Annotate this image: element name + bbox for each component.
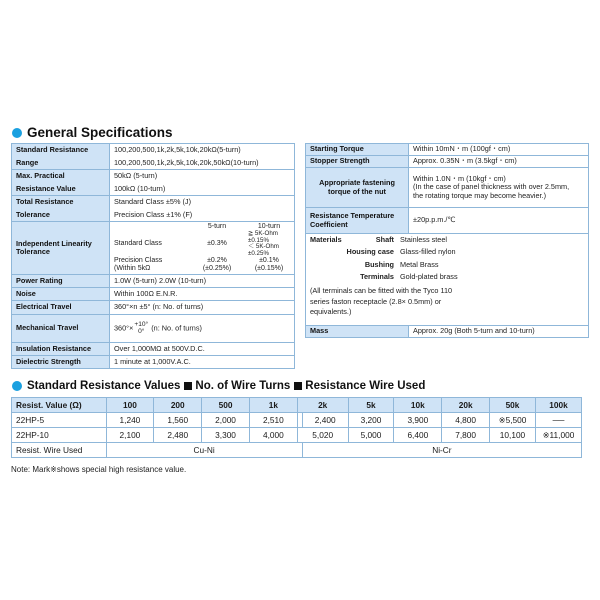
fastening-value-line3: the rotating torque may become heavier.) (413, 190, 547, 200)
linearity-label-line1: Independent Linearity (16, 238, 92, 248)
row-label: Resist. Wire Used (12, 443, 107, 458)
header-row (12, 398, 582, 413)
row-label: 22HP-10 (12, 428, 107, 443)
black-square-icon (184, 382, 192, 390)
table-cell: 2,000 (202, 413, 250, 428)
header-5k: 5k (348, 398, 394, 413)
starting-torque-label: Starting Torque (306, 144, 409, 156)
mechanical-travel-label: Mechanical Travel (12, 315, 110, 343)
mech-suffix: (n: No. of turns) (149, 323, 202, 333)
table-cell: 2,510 (249, 413, 297, 428)
linearity-label-line2: Tolerance (16, 247, 50, 257)
temp-coeff-label-line2: Coefficient (310, 219, 348, 229)
header-50k: 50k (490, 398, 536, 413)
max-res-label: Max. Practical (12, 170, 110, 183)
tolerance-precision: Precision Class ±1% (F) (110, 209, 295, 222)
lin-header-5turn: 5-turn (207, 223, 227, 230)
header-100k: 100k (535, 398, 581, 413)
insulation-value: Over 1,000MΩ at 500V.D.C. (110, 343, 295, 356)
stopper-strength-value: Approx. 0.35N・m (3.5kgf・cm) (409, 156, 589, 168)
lin-header-10turn: 10-turn (257, 223, 281, 230)
materials-housing-key: Housing case (346, 247, 394, 257)
max-res-value-10: 100kΩ (10-turn) (110, 183, 295, 196)
max-res-label-2: Resistance Value (12, 183, 110, 196)
table-cell: ── (535, 413, 581, 428)
footnote: Note: Mark※shows special high resistance value. (11, 465, 187, 474)
fastening-torque-label (306, 168, 409, 208)
wire-nicr: Ni-Cr (302, 443, 581, 458)
tolerance-standard: Standard Class ±5% (J) (110, 196, 295, 209)
materials-terminals-key: Terminals (360, 272, 394, 282)
left-spec-table (11, 143, 295, 369)
fastening-value-line2: (In the case of panel thickness with over 2.5mm, (413, 182, 570, 192)
standard-values-title (12, 380, 425, 392)
temp-coefficient-label (306, 208, 409, 234)
header-200: 200 (154, 398, 202, 413)
table-cell: 3,900 (394, 413, 442, 428)
materials-terminals-value-1: Gold-plated brass (400, 272, 458, 282)
standard-title-3: Resistance Wire Used (305, 380, 426, 392)
linearity-values (110, 222, 295, 275)
table-cell: 4,800 (442, 413, 490, 428)
lin-precision-10: ±0.1% (259, 257, 279, 265)
table-cell: 6,400 (394, 428, 442, 443)
mech-prefix: 360°× (114, 323, 134, 333)
std-res-value-10turn: 100,200,500,1k,2k,5k,10k,20k,50kΩ(10-turn) (110, 157, 295, 170)
header-resist-value: Resist. Value (Ω) (12, 398, 107, 413)
mech-tol-bot: 0° (138, 327, 145, 335)
row-22hp-5 (12, 413, 582, 428)
lin-within-label: (Within 5kΩ (114, 265, 151, 273)
power-label: Power Rating (12, 275, 110, 288)
insulation-label: Insulation Resistance (12, 343, 110, 356)
table-cell: 3,200 (348, 413, 394, 428)
lin-standard-10-lt5k: ＜ 5K-Ohm ±0.25% (248, 243, 279, 257)
electrical-travel-value: 360°×n ±5° (n: No. of turns) (110, 301, 295, 315)
stopper-strength-label: Stopper Strength (306, 156, 409, 168)
table-cell: 2,100 (106, 428, 154, 443)
lin-precision-5: ±0.2% (207, 257, 227, 265)
table-cell: 5,000 (348, 428, 394, 443)
fastening-torque-value (409, 168, 589, 208)
row-wire-used (12, 443, 582, 458)
materials-block (306, 234, 589, 326)
lin-within-5: (±0.25%) (202, 265, 232, 273)
table-cell: 1,560 (154, 413, 202, 428)
materials-terminals-value-4: equivalents.) (310, 307, 352, 317)
lin-standard-10-ge5k: ≧ 5K-Ohm ±0.15% (248, 230, 278, 244)
fastening-label-line2: torque of the nut (328, 186, 386, 196)
table-cell: 1,240 (106, 413, 154, 428)
row-label: 22HP-5 (12, 413, 107, 428)
bullet-dot-icon (12, 381, 22, 391)
temp-coeff-label-line1: Resistance Temperature (310, 211, 395, 221)
temp-coefficient-value: ±20p.p.m./℃ (409, 208, 589, 234)
header-1k: 1k (249, 398, 297, 413)
mechanical-travel-value (110, 315, 295, 343)
table-cell: 4,000 (249, 428, 297, 443)
electrical-travel-label: Electrical Travel (12, 301, 110, 315)
mass-label: Mass (306, 326, 409, 338)
right-spec-table (305, 143, 589, 338)
lin-standard-5: ±0.3% (207, 240, 227, 248)
std-res-label-2: Range (12, 157, 110, 170)
standard-title-1: Standard Resistance Values (27, 380, 181, 392)
row-22hp-10 (12, 428, 582, 443)
fastening-label-line1: Appropriate fastening (319, 178, 395, 188)
header-10k: 10k (394, 398, 442, 413)
table-cell: 5,020 (297, 428, 348, 443)
std-res-value-5turn: 100,200,500,1k,2k,5k,10k,20kΩ(5-turn) (110, 144, 295, 157)
linearity-label (12, 222, 110, 275)
table-cell: 10,100 (490, 428, 536, 443)
standard-title-2: No. of Wire Turns (195, 380, 291, 392)
mech-tol-top: +10° (134, 321, 149, 329)
materials-bushing-key: Bushing (364, 259, 394, 269)
dielectric-value: 1 minute at 1,000V.A.C. (110, 356, 295, 369)
table-cell: ※5,500 (490, 413, 536, 428)
noise-value: Within 100Ω E.N.R. (110, 288, 295, 301)
bullet-dot-icon (12, 128, 22, 138)
black-square-icon (294, 382, 302, 390)
lin-standard-10 (248, 231, 290, 257)
header-500: 500 (202, 398, 250, 413)
standard-values-table (11, 397, 582, 458)
materials-shaft-value: Stainless steel (400, 235, 448, 244)
materials-bushing-value: Metal Brass (400, 259, 439, 269)
power-value: 1.0W (5-turn) 2.0W (10-turn) (110, 275, 295, 288)
general-specifications-title (12, 125, 173, 140)
tolerance-label: Total Resistance (12, 196, 110, 209)
materials-label (310, 236, 400, 244)
materials-terminals-value-3: series faston receptacle (2.8× 0.5mm) or (310, 296, 442, 306)
tolerance-label-2: Tolerance (12, 209, 110, 222)
fastening-value-line1: Within 1.0N・m (10kgf・cm) (413, 173, 506, 183)
general-title-text: General Specifications (27, 125, 173, 140)
lin-standard-label: Standard Class (114, 240, 162, 248)
table-cell: 3,300 (202, 428, 250, 443)
lin-precision-label: Precision Class (114, 257, 163, 265)
header-100: 100 (106, 398, 154, 413)
starting-torque-value: Within 10mN・m (100gf・cm) (409, 144, 589, 156)
header-2k: 2k (297, 398, 348, 413)
std-res-label: Standard Resistance (12, 144, 110, 157)
mass-value: Approx. 20g (Both 5-turn and 10-turn) (409, 326, 589, 338)
max-res-value-5: 50kΩ (5-turn) (110, 170, 295, 183)
lin-within-10: (±0.15%) (254, 265, 284, 273)
dielectric-label: Dielectric Strength (12, 356, 110, 369)
materials-title: Materials (310, 235, 342, 244)
header-20k: 20k (442, 398, 490, 413)
table-cell: 7,800 (442, 428, 490, 443)
materials-terminals-value-2: (All terminals can be fitted with the Tyco 110 (310, 285, 453, 295)
materials-shaft-key: Shaft (375, 235, 394, 244)
table-cell: 2,400 (302, 413, 348, 428)
materials-housing-value: Glass-filled nylon (400, 247, 456, 257)
noise-label: Noise (12, 288, 110, 301)
table-cell: ※11,000 (535, 428, 581, 443)
wire-cuni: Cu-Ni (106, 443, 302, 458)
table-cell: 2,480 (154, 428, 202, 443)
